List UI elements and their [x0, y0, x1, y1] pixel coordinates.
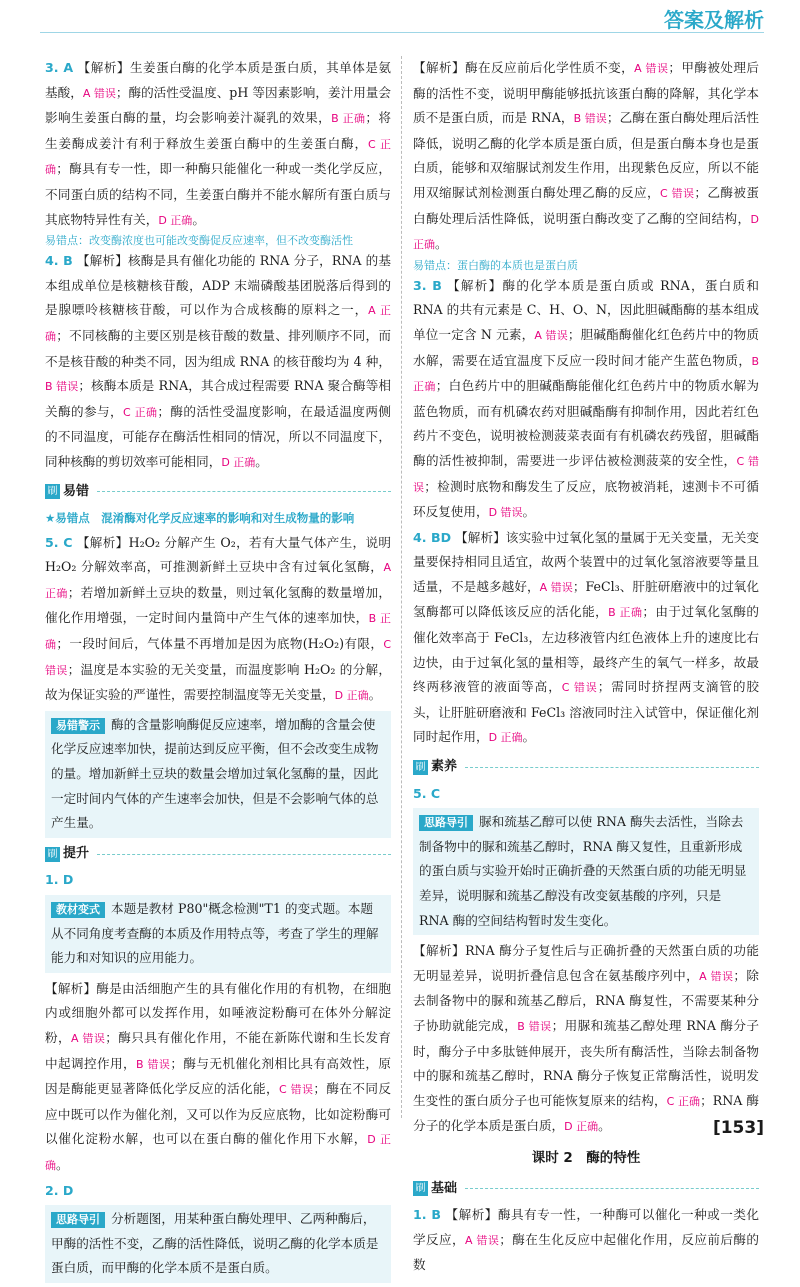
answer-2d: 2. D	[45, 1182, 74, 1198]
answer-5c-analysis: 【解析】RNA 酶分子复性后与正确折叠的天然蛋白质的功能无明显差异，说明折叠信息包含在氨基酸序列中，A 错误；除去制备物中的脲和巯基乙醇后，RNA 酶复性，不需要某种分子协助就能完成，B 错误；用脲和巯基乙醇处理 RNA 酶分子时，酶分子中多肽链伸展开，丧失所有酶活性，当除去制备物中的脲和巯基乙醇时，RNA 酶分子恢复正常酶活性，说明发生变性的蛋白质分子也可能恢复原来的结构，C 正确；RNA 酶分子的化学本质是蛋白质，D 正确。	[413, 943, 760, 1134]
error-point: ★易错点 混淆酶对化学反应速率的影响和对生成物量的影响	[45, 511, 355, 526]
header-rule	[40, 32, 764, 33]
answer-3a: 3. A 【解析】生姜蛋白酶的化学本质是蛋白质，其单体是氨基酸，A 错误；酶的活性受温度、pH 等因素影响，姜汁用量会影响生姜蛋白酶的量，均会影响姜汁凝乳的效果，B 正确；将生姜酶成姜汁有利于释放生姜蛋白酶中的生姜蛋白酶，C 正确；酶具有专一性，即一种酶只能催化一种或一类化学反应，不同蛋白质的结构不同，生姜蛋白酶并不能水解所有蛋白质与其底物特异性有关，D 正确。	[45, 60, 392, 227]
brush-icon: 刷	[413, 760, 428, 775]
answer-1d: 1. D	[45, 872, 74, 888]
brush-icon: 刷	[45, 847, 60, 862]
answer-2d-analysis: 【解析】酶在反应前后化学性质不变，A 错误；甲酶被处理后酶的活性不变，说明甲酶能够抵抗该蛋白酶的降解，其化学本质不是蛋白质，而是 RNA，B 错误；乙酶在蛋白酶处理后活性降低，说明乙酶的化学本质是蛋白质，但是蛋白酶本身也是蛋白质，能够和双缩脲试剂发生作用，出现紫色反应，所以不能用双缩脲试剂检测蛋白酶处理乙酶的反应，C 错误；乙酶被蛋白酶处理后活性降低，说明蛋白酶改变了乙酶的空间结构，D 正确。	[413, 60, 760, 252]
lesson-title: 课时 2 酶的特性	[531, 1149, 641, 1166]
textbook-variant-box: 教材变式 本题是教材 P80"概念检测"T1 的变式题。本题从不同角度考查酶的本质及作用特点等，考查了学生的理解能力和对知识的应用能力。	[45, 895, 391, 973]
brush-icon: 刷	[413, 1181, 428, 1196]
answer-1d-analysis: 【解析】酶是由活细胞产生的具有催化作用的有机物，在细胞内或细胞外都可以发挥作用，如唾液淀粉酶可在体外分解淀粉，A 错误；酶只具有催化作用，不能在新陈代谢和生长发育中起调控作用，B 错误；酶与无机催化剂相比具有高效性，原因是酶能更显著降低化学反应的活化能，C 错误；酶在不同反应中既可以作为催化剂，又可以作为反应底物，比如淀粉酶可以催化淀粉水解，也可以在蛋白酶的催化作用下水解，D 正确。	[45, 980, 392, 1172]
left-column	[45, 56, 391, 1287]
section-jichu: 刷 基础	[413, 1177, 759, 1202]
section-tisheng: 刷 提升	[45, 842, 391, 867]
answer-4b: 4. B 【解析】核酶是具有催化功能的 RNA 分子，RNA 的基本组成单位是核糖核苷酸，ADP 末端磷酸基团脱落后得到的是腺嘌呤核糖核苷酸，可以作为合成核酶的原料之一，A 正确；不同核酶的主要区别是核苷酸的数量、排列顺序不同，而不是核苷酸的种类不同，因为组成 RNA 的核苷酸均为 4 种，B 错误；核酶本质是 RNA，其合成过程需要 RNA 聚合酶等相关酶的参与，C 正确；酶的活性受温度影响，在最适温度两侧的不同温度，可能存在酶活性相同的情况，所以不同温度下，同种核酶的剪切效率可能相同，D 正确。	[45, 253, 392, 469]
brush-icon: 刷	[45, 484, 60, 499]
section-yicuo: 刷 易错	[45, 480, 391, 505]
section-suyang: 刷 素养	[413, 755, 759, 780]
thinking-guide-box: 思路导引 分析题图，用某种蛋白酶处理甲、乙两种酶后，甲酶的活性不变，乙酶的活性降低，说明乙酶的化学本质是蛋白质，而甲酶的化学本质不是蛋白质。	[45, 1205, 391, 1283]
answer-4bd: 4. BD 【解析】该实验中过氧化氢的量属于无关变量，无关变量要保持相同且适宜，故两个装置中的过氧化氢溶液要等量且适量，不是越多越好，A 错误；FeCl₃、肝脏研磨液中的过氧化氢酶都可以降低该反应的活化能，B 正确；由于过氧化氢酶的催化效率高于 FeCl₃，左边移液管内红色液体上升的速度比右边快，由于过氧化氢的量相等，最终产生的氧气一样多，故最终两移液管的液面等高，C 错误；需同时挤捏两支滴管的胶头，让肝脏研磨液和 FeCl₃ 溶液同时注入试管中，保证催化剂同时起作用，D 正确。	[413, 529, 760, 745]
answer-5c: 5. C 【解析】H₂O₂ 分解产生 O₂，若有大量气体产生，说明 H₂O₂ 分解效率高，可推测新鲜土豆块中含有过氧化氢酶，A 正确；若增加新鲜土豆块的数量，则过氧化氢酶的数量增加，催化作用增强，一定时间内量筒中产生气体的速率加快，B 正确；一段时间后，气体量不再增加是因为底物(H₂O₂)有限，C 错误；温度是本实验的无关变量，而温度影响 H₂O₂ 的分解，故为保证实验的严谨性，需要控制温度等无关变量，D 正确。	[45, 534, 392, 703]
right-column	[413, 56, 759, 1278]
page-number: [153]	[712, 1118, 764, 1138]
thinking-guide-box: 思路导引 脲和巯基乙醇可以使 RNA 酶失去活性，当除去制备物中的脲和巯基乙醇时，RNA 酶又复性，且重新形成的蛋白质与实验开始时正确折叠的天然蛋白质的功能无明显差异，说明脲和巯基乙醇没有改变氨基酸的序列，只是 RNA 酶的空间结构暂时发生变化。	[413, 808, 759, 935]
column-divider	[401, 56, 402, 1118]
answer-1b: 1. B 【解析】酶具有专一性，一种酶可以催化一种或一类化学反应，A 错误；酶在生化反应中起催化作用，反应前后酶的数	[413, 1207, 760, 1273]
warning-box: 易错警示 酶的含量影响酶促反应速率，增加酶的含量会使化学反应速率加快，提前达到反应平衡，但不会改变生成物的量。增加新鲜土豆块的数量会增加过氧化氢酶的量，因此一定时间内气体的产生速率会加快，但是不会影响气体的总产生量。	[45, 711, 391, 838]
header-title: 答案及解析	[664, 8, 764, 32]
answer-3b: 3. B 【解析】酶的化学本质是蛋白质或 RNA，蛋白质和 RNA 的共有元素是 C、H、O、N，因此胆碱酯酶的基本组成单位一定含 N 元素，A 错误；胆碱酯酶催化红色药片中的物质水解，需要在适宜温度下反应一段时间才能产生蓝色物质，B 正确；白色药片中的胆碱酯酶能催化红色药片中的物质水解为蓝色物质，而有机磷农药对胆碱酯酶有抑制作用，因此若红色药片不变色，说明被检测菠菜表面有有机磷农药残留，胆碱酯酶的活性被抑制，需要进一步评估被检测菠菜的安全性，C 错误；检测时底物和酶发生了反应，底物被消耗，速测卡不可循环反复使用，D 错误。	[413, 277, 760, 520]
error-note: 易错点：改变酶浓度也可能改变酶促反应速率，但不改变酶活性	[45, 234, 353, 248]
answer-5c-right: 5. C	[413, 785, 441, 801]
error-note: 易错点：蛋白酶的本质也是蛋白质	[413, 258, 578, 272]
